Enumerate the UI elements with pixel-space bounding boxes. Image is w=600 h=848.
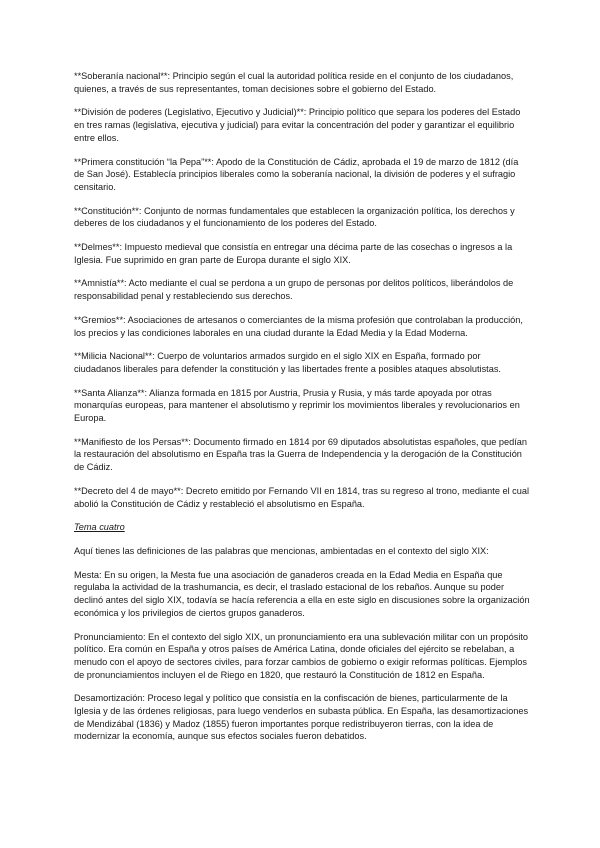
definition-la-pepa: **Primera constitución “la Pepa”**: Apodo de la Constitución de Cádiz, aprobada el 19 de marzo de 1812 (día de San José). Establecía principios liberales como la soberanía nacional, la división de poderes y el sufragio censitario. <box>74 156 519 192</box>
definition-soberania-nacional: **Soberanía nacional**: Principio según el cual la autoridad política reside en el conjunto de los ciudadanos, quienes, a través de sus representantes, toman decisiones sobre el gobierno del Estado. <box>74 71 514 94</box>
definition-division-de-poderes: **División de poderes (Legislativo, Ejecutivo y Judicial)**: Principio político que separa los poderes del Estado en tres ramas (legislativa, ejecutiva y judicial) para evitar la concentración del poder y garantizar el equilibrio entre ellos. <box>74 107 521 143</box>
definition-decreto-4-mayo: **Decreto del 4 de mayo**: Decreto emitido por Fernando VII en 1814, tras su regreso al trono, mediante el cual abolió la Constitución de Cádiz y restableció el absolutismo en España. <box>74 485 530 509</box>
definition-gremios: **Gremios**: Asociaciones de artesanos o comerciantes de la misma profesión que controlaban la producción, los precios y las condiciones laborales en una ciudad durante la Edad Media y la Edad Moderna. <box>74 314 523 338</box>
definition-pronunciamiento: Pronunciamiento: En el contexto del siglo XIX, un pronunciamiento era una sublevación militar con un propósito político. Era común en España y otros países de América Latina, donde oficiales del ejército se rebelaban, a menudo con el apoyo de sectores civiles, para forzar cambios de gobierno o exigir reformas políticas. Ejemplos de pronunciamientos incluyen el de Riego en 1820, que restauró la Constitución de 1812 en España. <box>74 631 529 680</box>
definition-santa-alianza: **Santa Alianza**: Alianza formada en 1815 por Austria, Prusia y Rusia, y más tarde apoyada por otras monarquías europeas, para mantener el absolutismo y reprimir los movimientos liberales y revolucionarios en Europa. <box>74 387 520 424</box>
definition-milicia-nacional: **Milicia Nacional**: Cuerpo de voluntarios armados surgido en el siglo XIX en España, formado por ciudadanos liberales para defender la constitución y las libertades frente a posibles ataques absolutistas. <box>74 351 501 374</box>
intro-paragraph: Aquí tienes las definiciones de las palabras que mencionas, ambientadas en el contexto del siglo XIX: <box>74 545 489 556</box>
definition-manifiesto-persas: **Manifiesto de los Persas**: Documento firmado en 1814 por 69 diputados absolutistas españoles, que pedían la restauración del absolutismo en España tras la Guerra de Independencia y la derogación de la Constitución de Cádiz. <box>74 436 528 473</box>
definition-desamortizacion: Desamortización: Proceso legal y político que consistía en la confiscación de bienes, particularmente de la Iglesia y de las órdenes religiosas, para luego venderlos en subasta pública. En España, las desamortizaciones de Mendizábal (1836) y Madoz (1855) fueron importantes porque redistribuyeron tierras, con la idea de modernizar la economía, aunque sus efectos sociales fueron debatidos. <box>74 693 529 742</box>
definition-amnistia: **Amnistía**: Acto mediante el cual se perdona a un grupo de personas por delitos políticos, liberándolos de responsabilidad penal y restableciendo sus derechos. <box>74 278 514 302</box>
section-heading: Tema cuatro <box>74 522 125 533</box>
document-body <box>74 70 530 754</box>
definition-constitucion: **Constitución**: Conjunto de normas fundamentales que establecen la organización política, los derechos y deberes de los ciudadanos y el funcionamiento de los poderes del Estado. <box>74 205 515 229</box>
definition-mesta: Mesta: En su origen, la Mesta fue una asociación de ganaderos creada en la Edad Media en España que regulaba la actividad de la trashumancia, es decir, el traslado estacional de los rebaños. Aunque su poder declinó antes del siglo XIX, todavía se hacía referencia a ella en este siglo en discusiones sobre la organización económica y los privilegios de ciertos grupos ganaderos. <box>74 569 530 618</box>
definition-delmes: **Delmes**: Impuesto medieval que consistía en entregar una décima parte de las cosechas o ingresos a la Iglesia. Fue suprimido en gran parte de Europa durante el siglo XIX. <box>74 242 513 265</box>
